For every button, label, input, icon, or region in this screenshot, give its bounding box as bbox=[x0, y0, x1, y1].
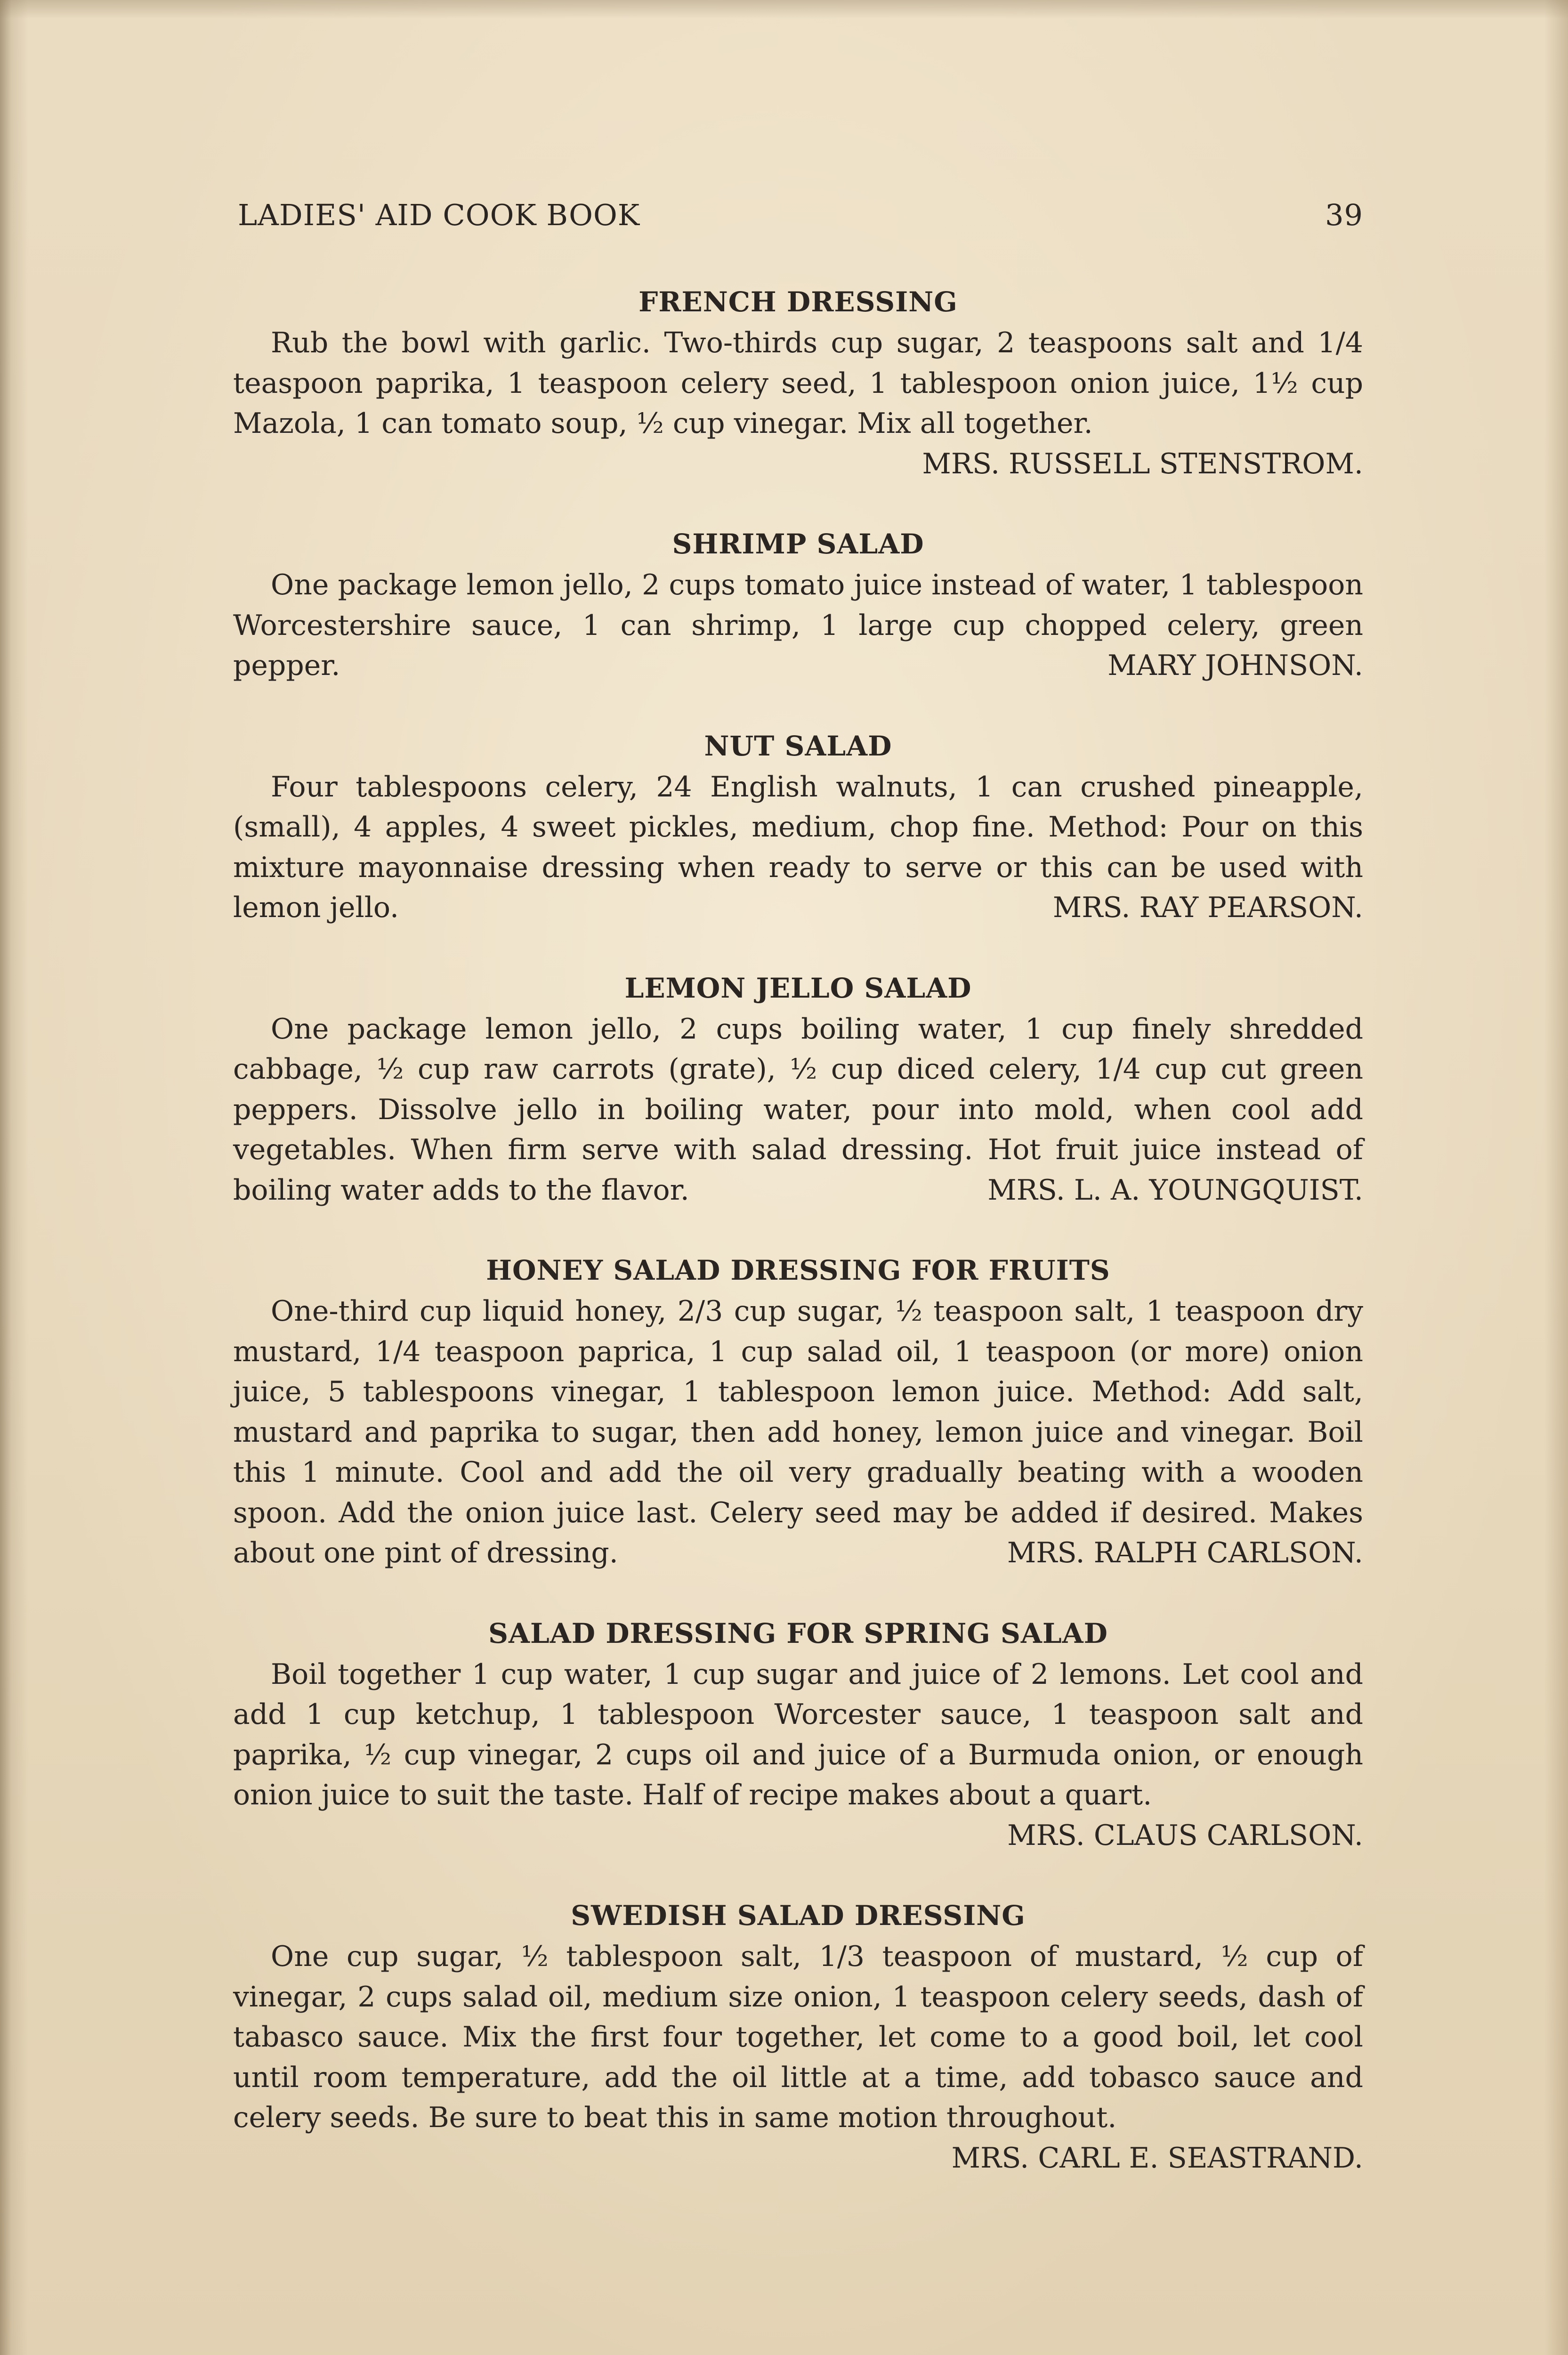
recipe-title: SWEDISH SALAD DRESSING bbox=[571, 1900, 1026, 1932]
recipe-text: Boil together 1 cup water, 1 cup sugar and juice of 2 lemons. Let cool and add 1 cup ketchup, 1 tablespoon Worcester sauce, 1 teaspoon salt and paprika, ½ cup vinegar, 2 cups oil and juice of a Burmuda onion, or enough onion juice to suit the taste. Half of recipe makes about a quart. bbox=[233, 1657, 1363, 1811]
recipe-body bbox=[233, 1655, 1363, 1856]
recipe-shrimp-salad bbox=[233, 525, 1363, 686]
recipe-body bbox=[233, 565, 1363, 686]
top-edge-shadow bbox=[0, 0, 1568, 19]
recipe-nut-salad bbox=[233, 727, 1363, 928]
recipe-lemon-jello-salad bbox=[233, 969, 1363, 1211]
recipe-body bbox=[233, 323, 1363, 484]
recipe-title: NUT SALAD bbox=[704, 730, 892, 762]
running-header bbox=[238, 198, 1363, 240]
recipe-body bbox=[233, 1009, 1363, 1211]
recipe-title: FRENCH DRESSING bbox=[639, 286, 958, 318]
recipe-spring-salad-dressing bbox=[233, 1614, 1363, 1856]
recipe-contributor: MRS. CLAUS CARLSON. bbox=[1007, 1819, 1363, 1852]
recipe-text: One-third cup liquid honey, 2/3 cup sugar, ½ teaspoon salt, 1 teaspoon dry mustard, 1/4 teaspoon paprica, 1 cup salad oil, 1 teaspoon (or more) onion juice, 5 tablespoons vinegar, 1 tablespoon lemon juice. Method: Add salt, mustard and paprika to sugar, then add honey, lemon juice and vinegar. Boil this 1 minute. Cool and add the oil very gradually beating with a wooden spoon. Add the onion juice last. Celery seed may be added if desired. Makes about one pint of dressing. bbox=[233, 1295, 1363, 1569]
recipe-french-dressing bbox=[233, 283, 1363, 484]
recipe-text: Rub the bowl with garlic. Two-thirds cup sugar, 2 teaspoons salt and 1/4 teaspoon paprika, 1 teaspoon celery seed, 1 tablespoon onion juice, 1½ cup Mazola, 1 can tomato soup, ½ cup vinegar. Mix all together. bbox=[233, 326, 1363, 440]
recipe-contributor: MRS. CARL E. SEASTRAND. bbox=[951, 2141, 1363, 2175]
right-edge-shadow bbox=[1544, 0, 1568, 2355]
recipe-contributor: MARY JOHNSON. bbox=[1107, 649, 1363, 682]
recipe-text: One package lemon jello, 2 cups boiling water, 1 cup finely shredded cabbage, ½ cup raw carrots (grate), ½ cup diced celery, 1/4 cup cut green peppers. Dissolve jello in boiling water, pour into mold, when cool add vegetables. When firm serve with salad dressing. Hot fruit juice instead of boiling water adds to the flavor. bbox=[233, 1012, 1363, 1207]
recipe-text: One package lemon jello, 2 cups tomato juice instead of water, 1 tablespoon Worcestershire sauce, 1 can shrimp, 1 large cup chopped celery, green pepper. bbox=[233, 568, 1363, 682]
recipe-title: SALAD DRESSING FOR SPRING SALAD bbox=[488, 1617, 1108, 1649]
recipe-title: HONEY SALAD DRESSING FOR FRUITS bbox=[486, 1254, 1110, 1286]
recipe-text: Four tablespoons celery, 24 English walnuts, 1 can crushed pineapple, (small), 4 apples, 4 sweet pickles, medium, chop fine. Method: Pour on this mixture mayonnaise dressing when ready to serve or this can be used with lemon jello. bbox=[233, 770, 1363, 924]
recipe-title: LEMON JELLO SALAD bbox=[624, 972, 972, 1004]
spine-shadow bbox=[0, 0, 28, 2355]
recipe-honey-salad-dressing bbox=[233, 1251, 1363, 1574]
recipe-body bbox=[233, 1937, 1363, 2178]
recipe-contributor: MRS. L. A. YOUNGQUIST. bbox=[987, 1173, 1363, 1207]
recipe-body bbox=[233, 767, 1363, 928]
recipe-contributor: MRS. RUSSELL STENSTROM. bbox=[922, 447, 1363, 480]
recipe-swedish-salad-dressing bbox=[233, 1896, 1363, 2178]
recipe-contributor: MRS. RALPH CARLSON. bbox=[1007, 1536, 1363, 1569]
book-title: LADIES' AID COOK BOOK bbox=[238, 198, 640, 232]
page-number: 39 bbox=[1325, 198, 1363, 232]
recipe-list bbox=[233, 283, 1363, 2219]
recipe-title: SHRIMP SALAD bbox=[672, 528, 924, 560]
recipe-body bbox=[233, 1291, 1363, 1574]
recipe-contributor: MRS. RAY PEARSON. bbox=[1052, 891, 1363, 924]
recipe-text: One cup sugar, ½ tablespoon salt, 1/3 teaspoon of mustard, ½ cup of vinegar, 2 cups salad oil, medium size onion, 1 teaspoon celery seeds, dash of tabasco sauce. Mix the first four together, let come to a good boil, let cool until room temperature, add the oil little at a time, add tobasco sauce and celery seeds. Be sure to beat this in same motion throughout. bbox=[233, 1940, 1363, 2134]
